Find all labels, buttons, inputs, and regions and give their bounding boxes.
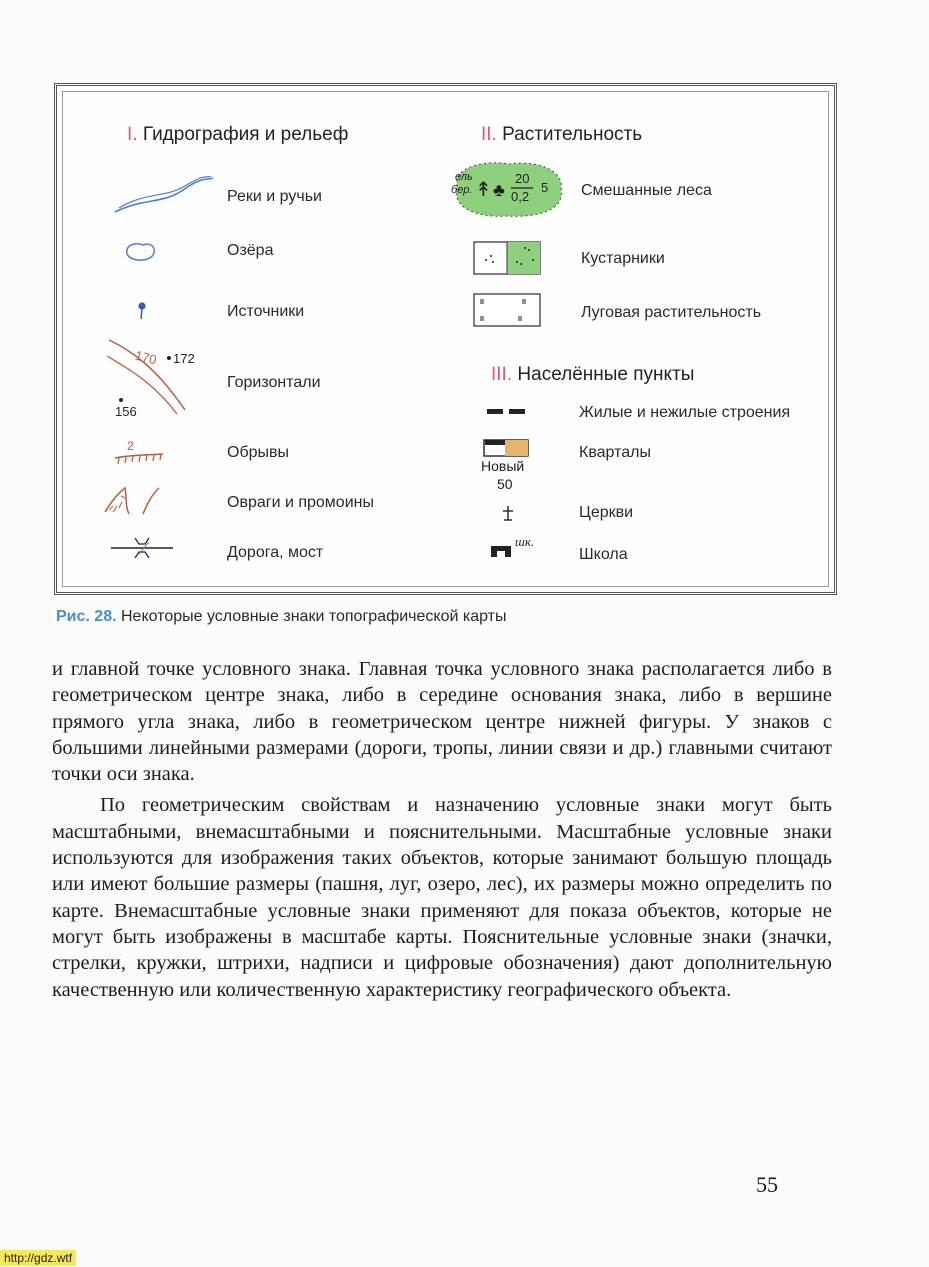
figure-caption bbox=[56, 608, 507, 626]
label-churches: Церкви bbox=[579, 504, 634, 521]
figure-caption-text: Некоторые условные знаки топографической карты bbox=[121, 608, 507, 625]
blocks-icon bbox=[483, 438, 531, 458]
section-title-text: Гидрография и рельеф bbox=[142, 124, 349, 145]
section-hydrography-title bbox=[127, 124, 348, 146]
section-settlements-title bbox=[491, 364, 694, 386]
forest-height: 20 bbox=[515, 171, 530, 186]
lake-icon bbox=[123, 240, 159, 264]
label-rivers: Реки и ручьи bbox=[227, 188, 322, 205]
legend-figure bbox=[54, 83, 837, 595]
contour-value-172: 172 bbox=[173, 351, 195, 366]
label-ravines: Овраги и промоины bbox=[227, 494, 374, 511]
svg-text:↟: ↟ bbox=[475, 179, 492, 201]
spring-icon bbox=[135, 299, 149, 325]
section-title-text: Населённые пункты bbox=[517, 364, 695, 385]
section-numeral: III. bbox=[491, 364, 513, 385]
forest-thickness: 0,2 bbox=[511, 189, 530, 204]
rivers-icon bbox=[113, 176, 217, 216]
school-abbreviation: шк. bbox=[515, 534, 535, 549]
label-contours: Горизонтали bbox=[227, 374, 321, 391]
figure-number: Рис. 28. bbox=[56, 608, 117, 625]
block-name: Новый bbox=[481, 458, 525, 474]
section-title-text: Растительность bbox=[502, 124, 643, 145]
section-numeral: I. bbox=[127, 124, 138, 145]
buildings-icon bbox=[485, 408, 529, 416]
page-number: 55 bbox=[756, 1172, 778, 1197]
forest-spacing: 5 bbox=[541, 180, 549, 195]
section-numeral: II. bbox=[481, 124, 497, 145]
label-springs: Источники bbox=[227, 303, 305, 320]
contour-value-170: 170 bbox=[133, 347, 159, 368]
body-text bbox=[52, 656, 832, 1003]
forest-species-2: бер. bbox=[451, 184, 473, 196]
label-cliffs: Обрывы bbox=[227, 444, 290, 461]
cliff-icon bbox=[113, 452, 165, 468]
paragraph-2: По геометрическим свойствам и назначению условные знаки могут быть масштабными, внемасштабными и пояснительными. Масштабные условные знаки используются для изображения таких объектов, которые занимают большую площадь или имеют большие размеры (пашня, луг, озеро, лес), их размеры можно определить по карте. Внемасштабные условные знаки применяют для показа объектов, которые не могут быть изображены в масштабе карты. Пояснительные условные знаки (значки, стрелки, кружки, штрихи, надписи и цифровые обозначения) дают дополнительную качественную или количественную характеристику географического объекта. bbox=[52, 794, 832, 1001]
cliff-height: 2 bbox=[127, 439, 134, 453]
contour-value-156: 156 bbox=[115, 404, 137, 419]
school-icon bbox=[489, 544, 513, 558]
site-watermark-link[interactable]: http://gdz.wtf bbox=[0, 1250, 76, 1266]
label-lakes: Озёра bbox=[227, 242, 274, 259]
meadow-icon bbox=[473, 292, 541, 328]
ravine-icon bbox=[101, 484, 165, 518]
label-shrubs: Кустарники bbox=[581, 250, 665, 267]
svg-text:♣: ♣ bbox=[493, 180, 505, 200]
label-school: Школа bbox=[579, 546, 628, 563]
shrubs-icon bbox=[473, 240, 541, 276]
label-blocks: Кварталы bbox=[579, 444, 651, 461]
section-vegetation-title bbox=[481, 124, 642, 146]
label-mixed-forest: Смешанные леса bbox=[581, 182, 712, 199]
block-number: 50 bbox=[497, 476, 513, 492]
road-bridge-icon bbox=[109, 534, 175, 562]
label-road-bridge: Дорога, мост bbox=[227, 544, 324, 561]
paragraph-1: и главной точке условного знака. Главная точка условного знака располагается либо в геометрическом центре знака, либо в середине основания знака, либо в вершине прямого угла знака, либо в геометрическом центре нижней фигуры. У знаков с большими линейными размерами (дороги, тропы, линии связи и др.) главными считают точки оси знака. bbox=[52, 658, 832, 786]
label-buildings: Жилые и нежилые строения bbox=[579, 404, 791, 421]
label-meadow: Луговая растительность bbox=[581, 304, 762, 321]
church-icon bbox=[501, 504, 515, 522]
forest-species-1: ель bbox=[455, 171, 473, 183]
